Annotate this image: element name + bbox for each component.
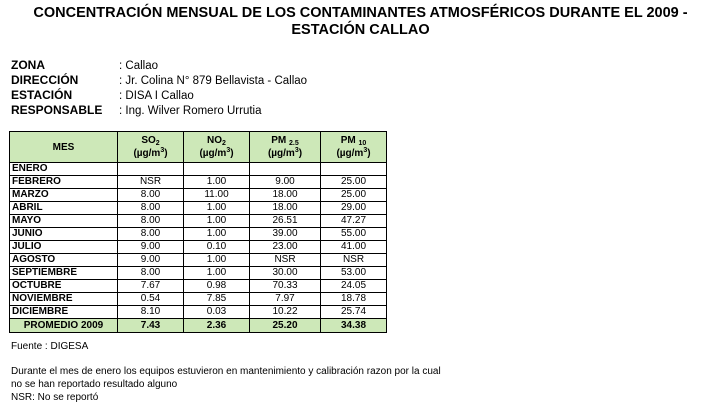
pm25-cell: 9.00	[250, 176, 321, 189]
title-line-1: CONCENTRACIÓN MENSUAL DE LOS CONTAMINANTES ATMOSFÉRICOS DURANTE EL 2009 -	[33, 5, 688, 21]
pm10-cell	[321, 163, 387, 176]
no2-cell: 0.98	[184, 280, 250, 293]
no2-cell: 1.00	[184, 267, 250, 280]
meta-direccion	[11, 73, 307, 88]
month-cell: FEBRERO	[10, 176, 118, 189]
so2-cell	[118, 163, 184, 176]
so2-cell: 8.00	[118, 189, 184, 202]
average-label: PROMEDIO 2009	[10, 319, 118, 333]
header-mes: MES	[10, 132, 118, 163]
so2-cell: 9.00	[118, 241, 184, 254]
table-row	[10, 280, 387, 293]
pm25-cell: NSR	[250, 254, 321, 267]
so2-cell: 7.67	[118, 280, 184, 293]
header-pm25: PM $_{2.5}$ $(\mu g/m^3)$	[250, 132, 321, 163]
table-row	[10, 267, 387, 280]
table-header-row	[10, 132, 387, 163]
meta-value: : Callao	[119, 60, 158, 72]
month-cell: MARZO	[10, 189, 118, 202]
table-row	[10, 254, 387, 267]
so2-cell: 8.00	[118, 228, 184, 241]
month-cell: JUNIO	[10, 228, 118, 241]
pm10-cell: 25.00	[321, 189, 387, 202]
pm25-cell: 26.51	[250, 215, 321, 228]
pm10-cell: 25.74	[321, 306, 387, 319]
no2-cell: 11.00	[184, 189, 250, 202]
header-pm10: PM $_{10}$ $(\mu g/m^3)$	[321, 132, 387, 163]
so2-cell: 8.00	[118, 215, 184, 228]
pm10-cell: 29.00	[321, 202, 387, 215]
pm10-cell: 47.27	[321, 215, 387, 228]
pm10-cell: 24.05	[321, 280, 387, 293]
average-row	[10, 319, 387, 333]
average-pm10: 34.38	[321, 319, 387, 333]
month-cell: ENERO	[10, 163, 118, 176]
footnotes	[11, 365, 441, 404]
so2-cell: 8.00	[118, 267, 184, 280]
no2-cell: 1.00	[184, 228, 250, 241]
source-note: Fuente : DIGESA	[11, 341, 89, 352]
month-cell: SEPTIEMBRE	[10, 267, 118, 280]
footnote-line: no se han reportado resultado alguno	[11, 379, 178, 390]
pm10-cell: 55.00	[321, 228, 387, 241]
table-row	[10, 215, 387, 228]
meta-estacion	[11, 88, 307, 103]
table-row	[10, 241, 387, 254]
no2-cell: 1.00	[184, 254, 250, 267]
table-row	[10, 228, 387, 241]
title-line-2: ESTACIÓN CALLAO	[291, 22, 430, 38]
table-row	[10, 293, 387, 306]
no2-cell: 1.00	[184, 215, 250, 228]
average-pm25: 25.20	[250, 319, 321, 333]
so2-cell: 0.54	[118, 293, 184, 306]
pm25-cell: 18.00	[250, 202, 321, 215]
pm25-cell: 7.97	[250, 293, 321, 306]
meta-label: ESTACIÓN	[11, 88, 73, 102]
no2-cell: 0.03	[184, 306, 250, 319]
so2-cell: 8.00	[118, 202, 184, 215]
pm10-cell: 18.78	[321, 293, 387, 306]
so2-cell: 8.10	[118, 306, 184, 319]
no2-cell: 0.10	[184, 241, 250, 254]
average-so2: 7.43	[118, 319, 184, 333]
pm25-cell: 18.00	[250, 189, 321, 202]
table-row	[10, 176, 387, 189]
no2-cell: 7.85	[184, 293, 250, 306]
table-row	[10, 163, 387, 176]
meta-label: RESPONSABLE	[11, 103, 103, 117]
pm10-cell: 25.00	[321, 176, 387, 189]
pm10-cell: 41.00	[321, 241, 387, 254]
header-no2: $NO_2$ $(\mu g/m^3)$	[184, 132, 250, 163]
table-row	[10, 189, 387, 202]
meta-value: : Ing. Wilver Romero Urrutia	[119, 105, 262, 117]
meta-label: DIRECCIÓN	[11, 73, 79, 87]
footnote-line: Durante el mes de enero los equipos estuvieron en mantenimiento y calibración razon por la cual	[11, 366, 441, 377]
document-title	[0, 5, 721, 39]
meta-value: : Jr. Colina N° 879 Bellavista - Callao	[119, 75, 308, 87]
no2-cell: 1.00	[184, 202, 250, 215]
pm25-cell	[250, 163, 321, 176]
no2-cell	[184, 163, 250, 176]
table-row	[10, 202, 387, 215]
month-cell: JULIO	[10, 241, 118, 254]
station-info	[11, 58, 307, 118]
meta-label: ZONA	[11, 58, 45, 72]
month-cell: NOVIEMBRE	[10, 293, 118, 306]
footnote-line: NSR: No se reportó	[11, 392, 99, 403]
month-cell: AGOSTO	[10, 254, 118, 267]
pm25-cell: 10.22	[250, 306, 321, 319]
pm25-cell: 23.00	[250, 241, 321, 254]
pm25-cell: 30.00	[250, 267, 321, 280]
meta-value: : DISA I Callao	[119, 90, 194, 102]
meta-zona	[11, 58, 307, 73]
month-cell: MAYO	[10, 215, 118, 228]
pm25-cell: 70.33	[250, 280, 321, 293]
month-cell: DICIEMBRE	[10, 306, 118, 319]
pm10-cell: 53.00	[321, 267, 387, 280]
table-row	[10, 306, 387, 319]
meta-responsable	[11, 103, 307, 118]
no2-cell: 1.00	[184, 176, 250, 189]
pm10-cell: NSR	[321, 254, 387, 267]
month-cell: OCTUBRE	[10, 280, 118, 293]
pm25-cell: 39.00	[250, 228, 321, 241]
so2-cell: 9.00	[118, 254, 184, 267]
so2-cell: NSR	[118, 176, 184, 189]
average-no2: 2.36	[184, 319, 250, 333]
header-so2: $SO_2$ $(\mu g/m^3)$	[118, 132, 184, 163]
concentration-table	[9, 131, 387, 333]
month-cell: ABRIL	[10, 202, 118, 215]
